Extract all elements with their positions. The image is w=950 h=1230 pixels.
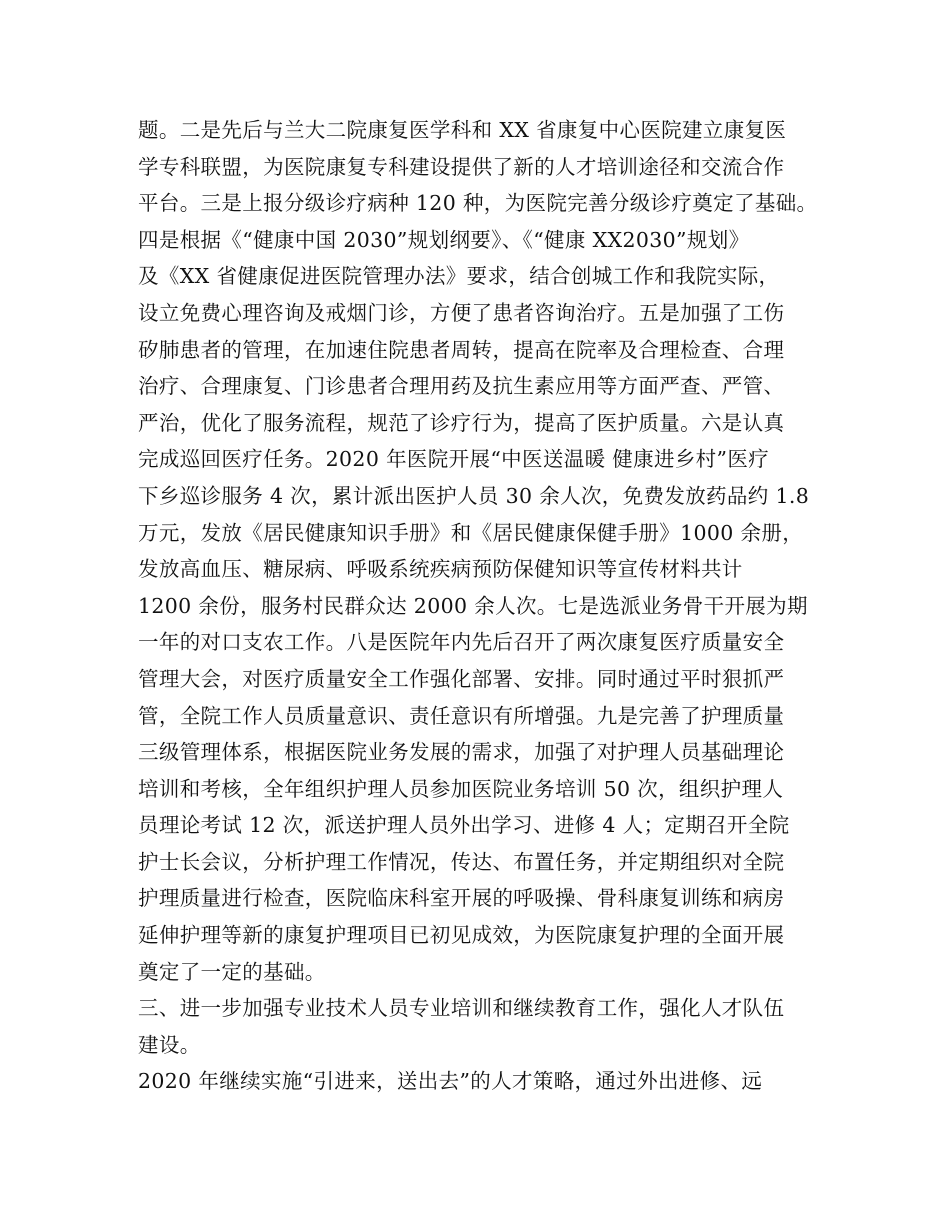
text-line: 万元，发放《居民健康知识手册》和《居民健康保健手册》1000 余册，: [138, 520, 804, 545]
text-line: 一年的对口支农工作。八是医院年内先后召开了两次康复医疗质量安全: [138, 630, 785, 655]
text-line: 题。二是先后与兰大二院康复医学科和 XX 省康复中心医院建立康复医: [138, 118, 787, 142]
text-line: 及《XX 省健康促进医院管理办法》要求，结合创城工作和我院实际，: [138, 264, 780, 289]
text-line: 延伸护理等新的康复护理项目已初见成效，为医院康复护理的全面开展: [138, 923, 785, 948]
text-line: 护士长会议，分析护理工作情况，传达、布置任务，并定期组织对全院: [138, 849, 785, 874]
text-line: 严治，优化了服务流程，规范了诊疗行为，提高了医护质量。六是认真: [138, 410, 785, 435]
text-line: 员理论考试 12 次，派送护理人员外出学习、进修 4 人；定期召开全院: [138, 813, 790, 838]
text-line: 完成巡回医疗任务。2020 年医院开展“中医送温暖 健康进乡村”医疗: [138, 447, 770, 472]
text-line: 矽肺患者的管理，在加速住院患者周转，提高在院率及合理检查、合理: [138, 337, 785, 362]
text-line: 2020 年继续实施“引进来，送出去”的人才策略，通过外出进修、远: [138, 1069, 763, 1094]
section-heading: 三、进一步加强专业技术人员专业培训和继续教育工作，强化人才队伍: [138, 996, 785, 1021]
text-line: 管，全院工作人员质量意识、责任意识有所增强。九是完善了护理质量: [138, 703, 785, 728]
document-body: [138, 112, 828, 1100]
text-line: 护理质量进行检查，医院临床科室开展的呼吸操、骨科康复训练和病房: [138, 886, 785, 911]
text-line: 治疗、合理康复、门诊患者合理用药及抗生素应用等方面严查、严管、: [138, 374, 785, 399]
text-line: 学专科联盟，为医院康复专科建设提供了新的人才培训途径和交流合作: [138, 154, 785, 179]
text-line: 四是根据《“健康中国 2030”规划纲要》、《“健康 XX2030”规划》: [138, 227, 750, 252]
text-line: 平台。三是上报分级诊疗病种 120 种，为医院完善分级诊疗奠定了基础。: [138, 191, 818, 216]
text-line: 培训和考核，全年组织护理人员参加医院业务培训 50 次，组织护理人: [138, 776, 784, 801]
text-line: 奠定了一定的基础。: [138, 959, 326, 984]
text-line: 三级管理体系，根据医院业务发展的需求，加强了对护理人员基础理论: [138, 740, 785, 765]
text-line: 管理大会，对医疗质量安全工作强化部署、安排。同时通过平时狠抓严: [138, 666, 785, 691]
text-line: 设立免费心理咨询及戒烟门诊，方便了患者咨询治疗。五是加强了工伤: [138, 300, 785, 325]
text-line: 1200 余份，服务村民群众达 2000 余人次。七是选派业务骨干开展为期: [138, 593, 808, 618]
section-heading: 建设。: [138, 1032, 201, 1057]
text-line: 发放高血压、糖尿病、呼吸系统疾病预防保健知识等宣传材料共计: [138, 557, 743, 582]
text-line: 下乡巡诊服务 4 次，累计派出医护人员 30 余人次，免费发放药品约 1.8: [138, 483, 810, 508]
